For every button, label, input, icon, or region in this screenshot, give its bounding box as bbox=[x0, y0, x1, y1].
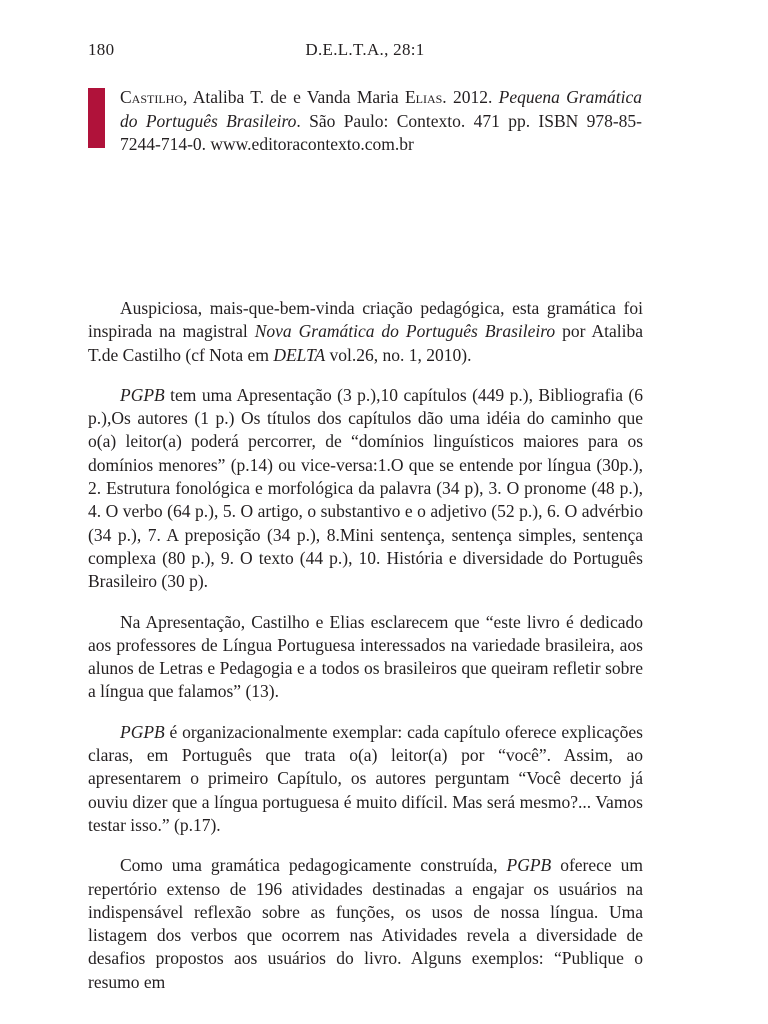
text-run: oferece um repertório extenso de 196 atividades destinadas a engajar os usuários na indispensável reflexão sobre as funções, os usos de nossa língua. Uma listagem dos verbos que ocorrem nas Atividades revela a diversidade de desafios propostos aos usuários do livro. Alguns exemplos: “Publique o resumo em bbox=[88, 855, 644, 992]
paragraph bbox=[88, 611, 643, 704]
text-run: Na Apresentação, Castilho e Elias esclarecem que “este livro é dedicado aos professores de Língua Portuguesa interessados na variedade brasileira, aos alunos de Letras e Pedagogia e a todos os brasileiros que queiram refletir sobre a língua que falamos” (13). bbox=[88, 611, 643, 702]
text-run: por Ataliba T.de Castilho (cf Nota em bbox=[88, 321, 643, 365]
text-run: tem uma Apresentação (3 p.),10 capítulos (449 p.), Bibliografia (6 p.),Os autores (1 p.) Os títulos dos capítulos dão uma idéia do caminho que o(a) leitor(a) poderá percorrer, de “domínios linguísticos maiores para os domínios menores” (p.14) ou vice-versa:1.O que se entende por língua (30p.), 2. Estrutura fonológica e morfológica da palavra (34 p), 3. O pronome (48 p.), 4. O verbo (64 p.), 5. O artigo, o substantivo e o adjetivo (52 p.), 6. O advérbio (34 p.), 7. A preposição (34 p.), 8.Mini sentença, sentença simples, sentença complexa (80 p.), 9. O texto (44 p.), 10. História e diversidade do Português Brasileiro (30 p). bbox=[88, 384, 643, 592]
paragraph bbox=[88, 297, 643, 367]
italic-journal: DELTA bbox=[273, 344, 326, 365]
page-header bbox=[88, 40, 642, 62]
citation bbox=[120, 86, 642, 157]
paragraph bbox=[88, 721, 643, 837]
citation-authors: , Ataliba T. de e Vanda Maria bbox=[183, 87, 405, 107]
page-number: 180 bbox=[88, 40, 115, 59]
author-surname: Elias bbox=[404, 87, 443, 107]
running-head: D.E.L.T.A., 28:1 bbox=[305, 40, 425, 59]
citation-year: . 2012. bbox=[442, 87, 499, 107]
text-run: é organizacionalmente exemplar: cada capítulo oferece explicações claras, em Português que trata o(a) leitor(a) por “você”. Assim, ao apresentarem o primeiro Capítulo, os autores perguntam “Você decerto já ouviu dizer que a língua portuguesa é muito difícil. Mas será mesmo?... Vamos testar isso.” (p.17). bbox=[88, 721, 643, 835]
author-surname: Castilho bbox=[120, 87, 184, 107]
italic-title: Nova Gramática do Português Brasileiro bbox=[254, 321, 556, 342]
text-run: Auspiciosa, mais-que-bem-vinda criação pedagógica, esta gramática foi inspirada na magistral bbox=[88, 298, 643, 342]
italic-abbrev: PGPB bbox=[120, 721, 165, 742]
accent-bar bbox=[88, 88, 105, 148]
italic-abbrev: PGPB bbox=[120, 384, 165, 405]
citation-publisher: . São Paulo: Contexto. 471 pp. ISBN 978-85-7244-714-0. www.editoracontexto.com.br bbox=[120, 110, 642, 154]
paragraph bbox=[88, 854, 643, 994]
book-title: Pequena Gramática do Português Brasileiro bbox=[120, 87, 642, 131]
text-run: Como uma gramática pedagogicamente construída, bbox=[120, 855, 507, 876]
text-run: vol.26, no. 1, 2010). bbox=[325, 344, 472, 365]
paragraph bbox=[88, 384, 643, 594]
review-body bbox=[88, 297, 643, 1011]
italic-abbrev: PGPB bbox=[506, 855, 552, 876]
